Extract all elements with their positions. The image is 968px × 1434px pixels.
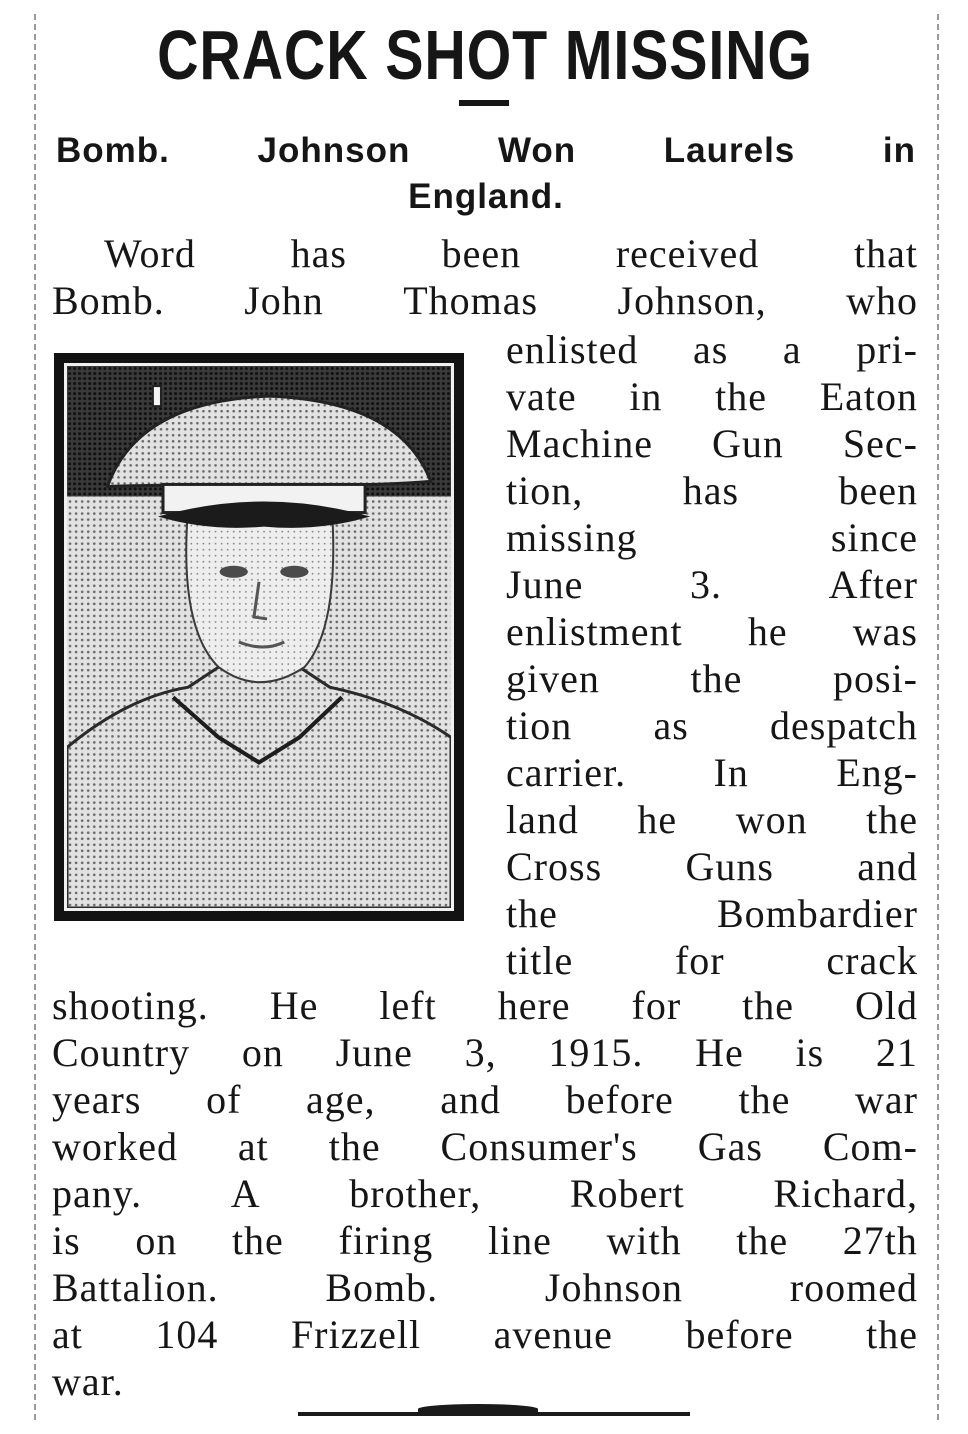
article-word: on	[241, 1030, 284, 1075]
article-opening	[52, 230, 918, 324]
article-line	[506, 655, 918, 702]
article-word: After	[828, 562, 918, 607]
article-line	[506, 326, 918, 373]
article-word: tion,	[506, 468, 584, 513]
article-line	[52, 230, 918, 277]
article-line	[506, 796, 918, 843]
article-word: in	[629, 374, 663, 419]
subheadline-word: Laurels	[663, 131, 796, 170]
article-word: the	[715, 374, 767, 419]
article-word: at	[52, 1312, 83, 1357]
article-word: Frizzell	[290, 1312, 422, 1357]
article-word: crack	[826, 938, 918, 983]
article-word: of	[206, 1077, 242, 1122]
article-word: the	[328, 1124, 381, 1169]
article-word: Guns	[685, 844, 774, 889]
article-line	[506, 890, 918, 937]
article-word: 3.	[689, 562, 722, 607]
article-word: In	[713, 750, 749, 795]
article-word: on	[135, 1218, 178, 1263]
article-word: age,	[306, 1077, 376, 1122]
article-word: been	[441, 231, 522, 276]
headline-dash	[459, 100, 509, 106]
article-word: a	[782, 327, 802, 372]
article-word: Word	[104, 231, 196, 276]
article-word: line	[487, 1218, 552, 1263]
article-word: A	[230, 1171, 261, 1216]
article-line	[52, 1217, 918, 1264]
article-word: Bombardier	[716, 891, 918, 936]
article-line	[506, 514, 918, 561]
article-word: left	[379, 983, 437, 1028]
article-line	[506, 373, 918, 420]
article-word: given	[506, 656, 600, 701]
portrait-image	[64, 363, 454, 911]
article-word: before	[565, 1077, 674, 1122]
article-line	[52, 1170, 918, 1217]
article-word: pri-	[856, 327, 918, 372]
article-word: June	[335, 1030, 413, 1075]
article-word: with	[606, 1218, 682, 1263]
subheadline-line-1	[56, 128, 916, 174]
article-word: Bomb.	[52, 278, 165, 323]
article-word: Gas	[697, 1124, 763, 1169]
article-word: John	[244, 278, 324, 323]
article-word: Johnson	[544, 1265, 684, 1310]
article-word: Country	[52, 1030, 191, 1075]
article-word: despatch	[770, 703, 918, 748]
article-word: that	[853, 231, 918, 276]
subheadline-line-2: England.	[408, 177, 564, 216]
article-word: Johnson,	[617, 278, 767, 323]
article-word: who	[846, 278, 918, 323]
article-word: the	[742, 983, 795, 1028]
article-line	[52, 277, 918, 324]
article-line	[506, 749, 918, 796]
left-column-rule	[34, 14, 36, 1420]
article-word: has	[290, 231, 347, 276]
subheadline	[56, 128, 916, 220]
article-word: roomed	[789, 1265, 918, 1310]
article-line	[506, 467, 918, 514]
article-word: missing	[506, 515, 638, 560]
article-word: brother,	[349, 1171, 482, 1216]
article-word: carrier.	[506, 750, 627, 795]
article-word: and	[440, 1077, 501, 1122]
article-word: here	[497, 983, 571, 1028]
footer-rule	[298, 1412, 690, 1416]
article-word: Robert	[569, 1171, 685, 1216]
soldier-portrait	[54, 353, 464, 921]
article-word: vate	[506, 374, 577, 419]
article-word: enlistment	[506, 609, 683, 654]
article-continuation	[52, 982, 918, 1405]
article-line	[52, 1123, 918, 1170]
article-word: the	[506, 891, 558, 936]
article-word: been	[838, 468, 918, 513]
article-word: Bomb.	[325, 1265, 439, 1310]
article-line	[506, 608, 918, 655]
article-word: he	[637, 797, 678, 842]
article-word: enlisted	[506, 327, 639, 372]
subheadline-word: in	[882, 131, 916, 170]
portrait-drawing	[67, 366, 451, 908]
article-word: is	[52, 1218, 81, 1263]
article-word: has	[682, 468, 740, 513]
article-word: June	[506, 562, 584, 607]
article-word: Sec-	[842, 421, 918, 466]
article-word: 3,	[464, 1030, 497, 1075]
article-word: the	[866, 1312, 918, 1357]
article-word: before	[685, 1312, 794, 1357]
article-word: is	[795, 1030, 825, 1075]
article-word: tion	[506, 703, 573, 748]
article-word: Richard,	[773, 1171, 918, 1216]
article-word: Battalion.	[52, 1265, 219, 1310]
article-word: for	[674, 938, 725, 983]
article-word: 1915.	[548, 1030, 644, 1075]
article-word: Eaton	[819, 374, 918, 419]
article-word: shooting.	[52, 983, 209, 1028]
article-word: posi-	[833, 656, 918, 701]
article-word: title	[506, 938, 574, 983]
subheadline-word: Johnson	[257, 131, 411, 170]
article-word: the	[866, 797, 918, 842]
article-word: the	[690, 656, 743, 701]
article-word: pany.	[52, 1171, 143, 1216]
article-word: war.	[52, 1359, 124, 1404]
article-word: the	[736, 1218, 789, 1263]
subheadline-word: Bomb.	[56, 131, 170, 170]
article-word: He	[695, 1030, 744, 1075]
article-line	[506, 937, 918, 984]
article-word: since	[830, 515, 918, 560]
article-word: at	[237, 1124, 269, 1169]
article-word: Com-	[822, 1124, 918, 1169]
article-word: for	[631, 983, 682, 1028]
article-word: Machine	[506, 421, 653, 466]
article-word: 104	[155, 1312, 219, 1357]
article-word: years	[52, 1077, 142, 1122]
article-word: Cross	[506, 844, 603, 889]
article-word: He	[269, 983, 319, 1028]
article-line	[52, 1311, 918, 1358]
article-word: Gun	[711, 421, 784, 466]
article-word: the	[738, 1077, 791, 1122]
article-word: Consumer's	[440, 1124, 638, 1169]
article-word: 21	[875, 1030, 918, 1075]
article-line	[52, 1076, 918, 1123]
article-word: Old	[855, 983, 918, 1028]
article-word: worked	[52, 1124, 178, 1169]
article-word: Thomas	[403, 278, 539, 323]
headline: CRACK SHOT MISSING	[157, 16, 813, 94]
article-line	[506, 420, 918, 467]
subheadline-word: Won	[497, 131, 577, 170]
article-word: and	[857, 844, 918, 889]
article-word: avenue	[493, 1312, 613, 1357]
article-word: war	[854, 1077, 918, 1122]
article-line	[506, 702, 918, 749]
article-word: the	[231, 1218, 284, 1263]
article-word: won	[735, 797, 808, 842]
article-word: as	[692, 327, 729, 372]
article-side-column	[506, 326, 918, 984]
article-line	[52, 982, 918, 1029]
article-word: as	[653, 703, 689, 748]
article-word: he	[747, 609, 788, 654]
article-word: firing	[338, 1218, 434, 1263]
article-line	[52, 1029, 918, 1076]
article-line	[506, 843, 918, 890]
article-word: was	[852, 609, 918, 654]
article-word: received	[615, 231, 760, 276]
right-column-rule	[937, 14, 939, 1420]
article-word: Eng-	[836, 750, 918, 795]
article-line	[52, 1358, 918, 1405]
article-line	[506, 561, 918, 608]
article-line	[52, 1264, 918, 1311]
article-word: 27th	[842, 1218, 918, 1263]
article-word: land	[506, 797, 579, 842]
